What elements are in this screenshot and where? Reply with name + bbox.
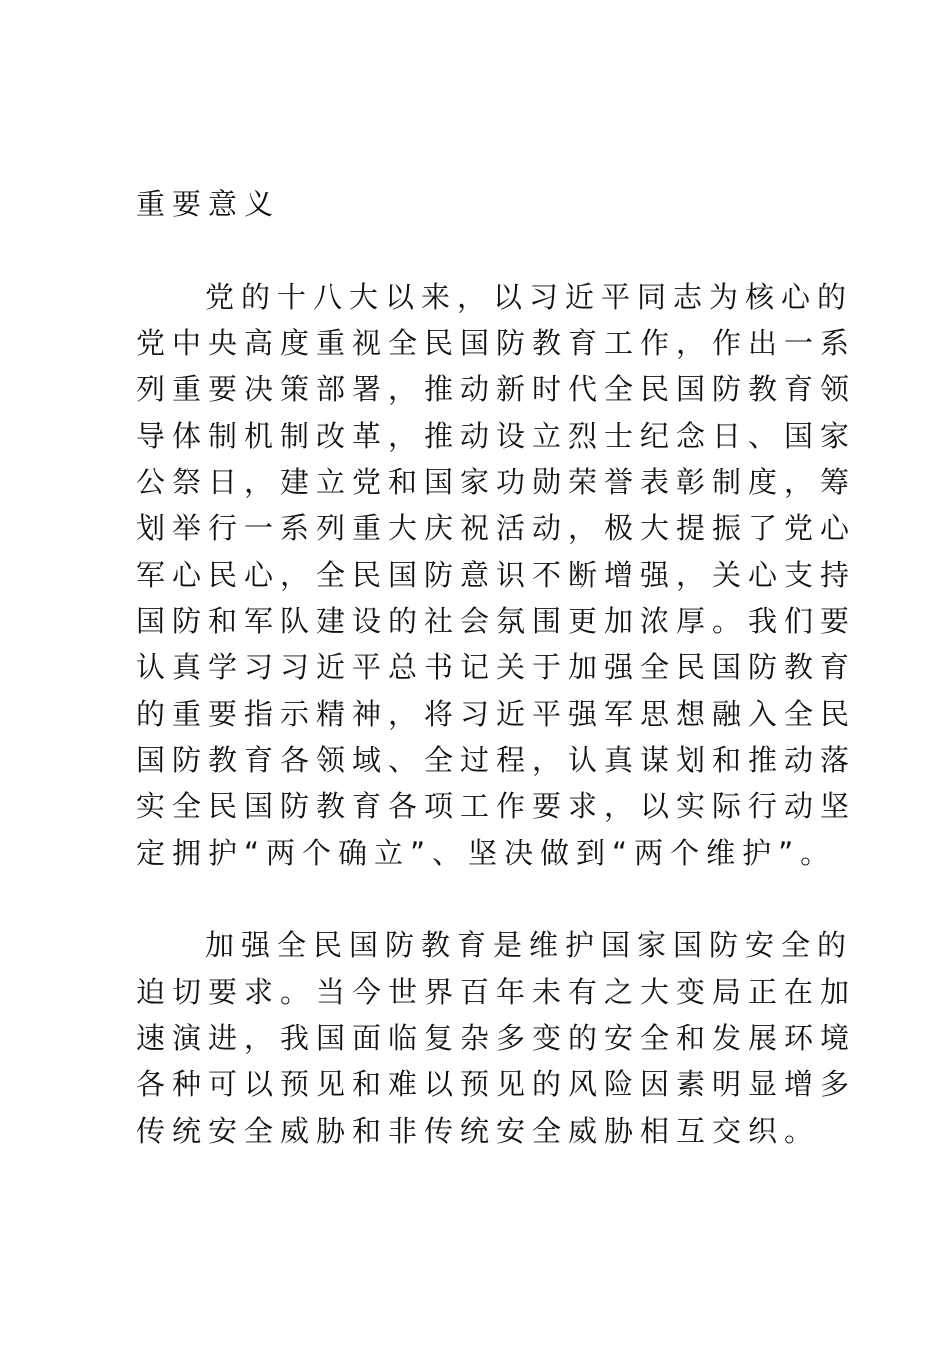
text-line: 传统安全威胁和非传统安全威胁相互交织。	[136, 1114, 821, 1148]
text-line: 公祭日，建立党和国家功勋荣誉表彰制度，筹	[136, 465, 857, 499]
text-line: 实全民国防教育各项工作要求，以实际行动坚	[136, 789, 857, 823]
text-line: 各种可以预见和难以预见的风险因素明显增多	[136, 1067, 857, 1101]
text-line: 国防和军队建设的社会氛围更加浓厚。我们要	[136, 604, 857, 638]
text-line: 划举行一系列重大庆祝活动，极大提振了党心	[136, 511, 857, 545]
text-line: 迫切要求。当今世界百年未有之大变局正在加	[136, 975, 857, 1009]
text-line: 党中央高度重视全民国防教育工作，作出一系	[136, 326, 857, 360]
text-line: 党的十八大以来，以习近平同志为核心的	[205, 280, 854, 314]
text-line: 认真学习习近平总书记关于加强全民国防教育	[136, 650, 857, 684]
text-line: 导体制机制改革，推动设立烈士纪念日、国家	[136, 419, 857, 453]
section-heading: 重要意义	[136, 187, 281, 221]
text-line: 加强全民国防教育是维护国家国防安全的	[205, 928, 854, 962]
text-line: 军心民心，全民国防意识不断增强，关心支持	[136, 558, 857, 592]
text-line: 的重要指示精神，将习近平强军思想融入全民	[136, 697, 857, 731]
text-line: 定拥护“两个确立”、坚决做到“两个维护”。	[136, 836, 837, 870]
text-line: 列重要决策部署，推动新时代全民国防教育领	[136, 372, 857, 406]
text-line: 速演进，我国面临复杂多变的安全和发展环境	[136, 1021, 857, 1055]
text-line: 国防教育各领域、全过程，认真谋划和推动落	[136, 743, 857, 777]
